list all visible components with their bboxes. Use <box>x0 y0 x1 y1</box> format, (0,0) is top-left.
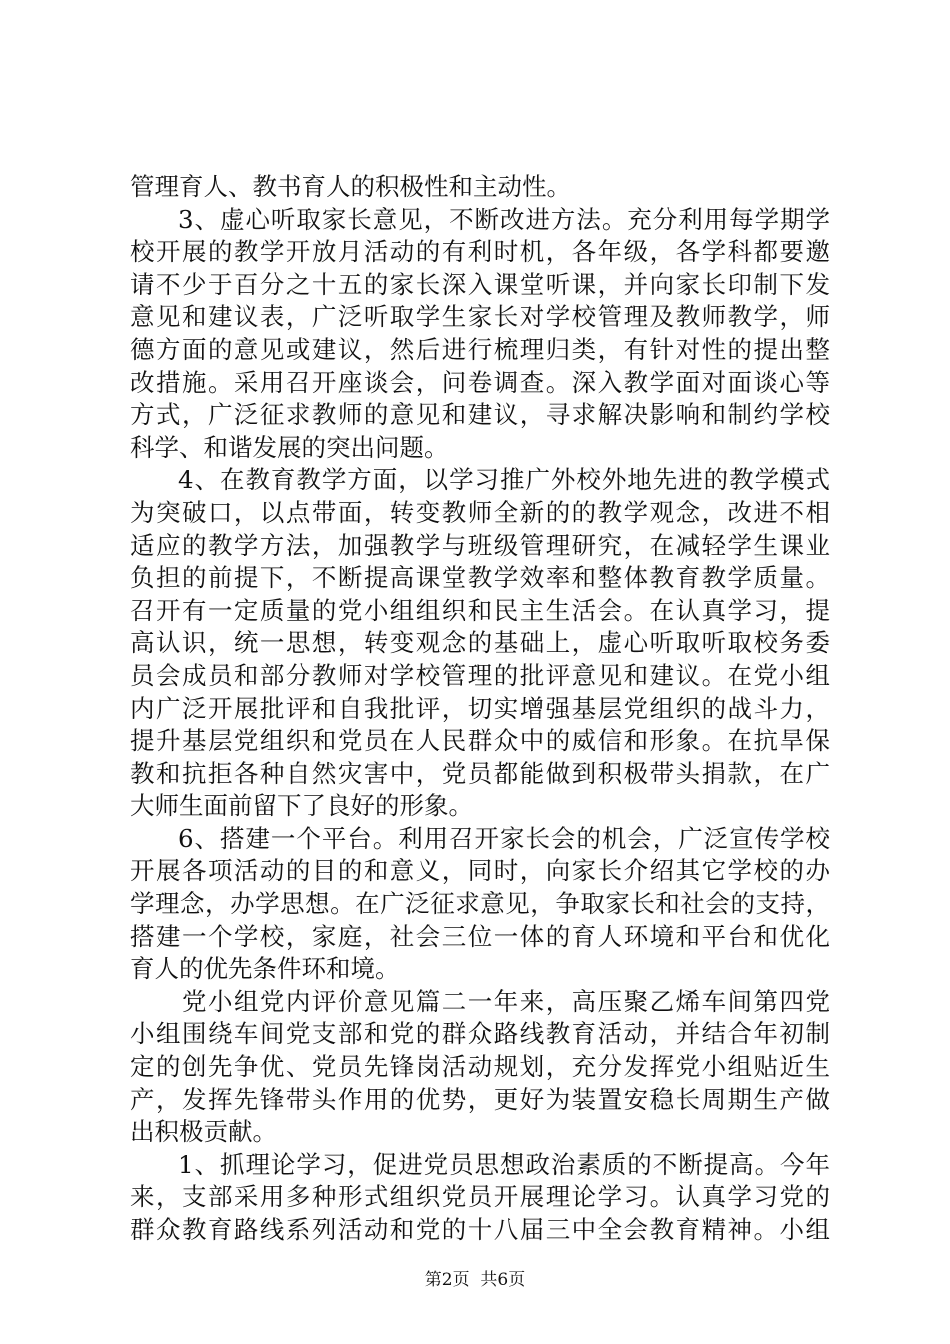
text-line: 教和抗拒各种自然灾害中，党员都能做到积极带头捐款，在广 <box>130 758 830 788</box>
text-line: 育人的优先条件环和境。 <box>130 954 400 984</box>
text-line: 管理育人、教书育人的积极性和主动性。 <box>130 172 571 201</box>
text-line: 出积极贡献。 <box>130 1117 277 1147</box>
text-line: 内广泛开展批评和自我批评，切实增强基层党组织的战斗力， <box>130 693 830 723</box>
text-line: 适应的教学方法，加强教学与班级管理研究，在减轻学生课业 <box>130 530 830 560</box>
paragraph-start-line: 6、搭建一个平台。利用召开家长会的机会，广泛宣传学校 <box>178 823 830 853</box>
paragraph-start-line: 党小组党内评价意见篇二一年来，高压聚乙烯车间第四党 <box>182 986 830 1016</box>
text-line: 产，发挥先锋带头作用的优势，更好为装置安稳长周期生产做 <box>130 1084 830 1114</box>
text-line: 意见和建议表，广泛听取学生家长对学校管理及教师教学，师 <box>130 302 830 332</box>
document-body <box>130 171 830 1247</box>
text-line: 大师生面前留下了良好的形象。 <box>130 791 473 821</box>
paragraph-start-line: 4、在教育教学方面，以学习推广外校外地先进的教学模式 <box>178 465 830 495</box>
text-line: 改措施。采用召开座谈会，问卷调查。深入教学面对面谈心等 <box>130 367 830 397</box>
text-line: 方式，广泛征求教师的意见和建议，寻求解决影响和制约学校 <box>130 400 830 430</box>
text-line: 校开展的教学开放月活动的有利时机，各年级，各学科都要邀 <box>130 237 830 267</box>
text-line: 请不少于百分之十五的家长深入课堂听课，并向家长印制下发 <box>130 269 830 299</box>
text-line: 开展各项活动的目的和意义，同时，向家长介绍其它学校的办 <box>130 856 830 886</box>
text-line: 定的创先争优、党员先锋岗活动规划，充分发挥党小组贴近生 <box>130 1052 830 1082</box>
text-line: 小组围绕车间党支部和党的群众路线教育活动，并结合年初制 <box>130 1019 830 1049</box>
text-line: 提升基层党组织和党员在人民群众中的威信和形象。在抗旱保 <box>130 726 830 756</box>
text-line: 搭建一个学校，家庭，社会三位一体的育人环境和平台和优化 <box>130 921 830 951</box>
text-line: 高认识，统一思想，转变观念的基础上，虚心听取听取校务委 <box>130 628 830 658</box>
text-line: 群众教育路线系列活动和党的十八届三中全会教育精神。小组 <box>130 1215 830 1244</box>
paragraph-start-line: 1、抓理论学习，促进党员思想政治素质的不断提高。今年 <box>178 1149 830 1179</box>
text-line: 科学、和谐发展的突出问题。 <box>130 432 449 462</box>
text-line: 为突破口，以点带面，转变教师全新的的教学观念，改进不相 <box>130 497 830 527</box>
text-line: 负担的前提下，不断提高课堂教学效率和整体教育教学质量。 <box>130 563 830 593</box>
text-line: 德方面的意见或建议，然后进行梳理归类，有针对性的提出整 <box>130 334 830 364</box>
text-line: 学理念，办学思想。在广泛征求意见，争取家长和社会的支持， <box>130 889 830 919</box>
text-line: 召开有一定质量的党小组组织和民主生活会。在认真学习，提 <box>130 595 830 625</box>
paragraph-start-line: 3、虚心听取家长意见，不断改进方法。充分利用每学期学 <box>178 204 830 234</box>
text-line: 来，支部采用多种形式组织党员开展理论学习。认真学习党的 <box>130 1182 830 1212</box>
page-number-footer: 第2页 共6页 <box>424 1270 526 1290</box>
text-line: 员会成员和部分教师对学校管理的批评意见和建议。在党小组 <box>130 660 830 690</box>
